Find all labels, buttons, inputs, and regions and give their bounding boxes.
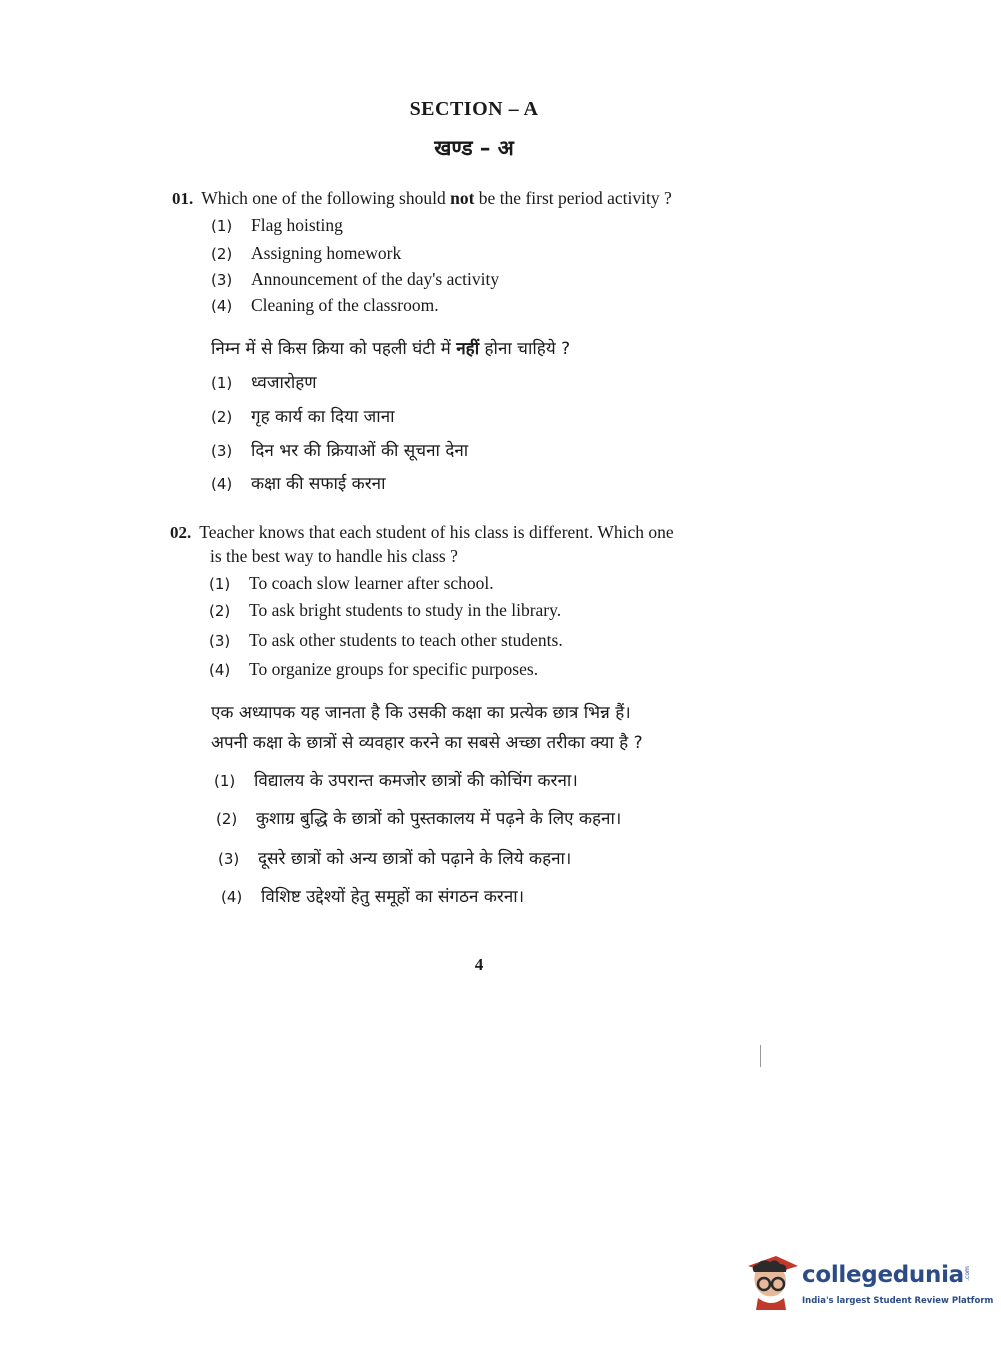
option [209, 630, 563, 651]
option-number: (2) [211, 245, 233, 263]
question-2-hindi: एक अध्यापक यह जानता है कि उसकी कक्षा का प्रत्येक छात्र भिन्न हैं। [211, 703, 631, 723]
option [221, 884, 524, 907]
question-1-english [172, 188, 672, 209]
option [216, 806, 621, 829]
option-number: (2) [211, 408, 233, 426]
option-number: (4) [211, 475, 233, 493]
page-number: 4 [474, 955, 484, 974]
option [211, 215, 343, 236]
option [211, 370, 317, 393]
option-number: (2) [216, 810, 238, 828]
option-number: (1) [211, 374, 233, 392]
option-number: (3) [209, 632, 231, 650]
option-text: To coach slow learner after school. [249, 573, 494, 593]
option [211, 471, 386, 494]
question-number: 02. [170, 523, 192, 542]
brand-tagline: India's largest Student Review Platform [802, 1296, 994, 1306]
option-text: विद्यालय के उपरान्त कमजोर छात्रों की कोचिंग करना। [254, 771, 578, 791]
question-number: 01. [172, 189, 194, 208]
brand-name: collegedunia [802, 1262, 964, 1288]
section-title-hindi: खण्ड – अ [434, 136, 514, 160]
brand-domain: .com [963, 1266, 971, 1281]
option-text: कक्षा की सफाई करना [251, 474, 386, 494]
question-text: be the first period activity ? [474, 188, 672, 208]
option-number: (3) [211, 442, 233, 460]
option-text: Cleaning of the classroom. [251, 295, 439, 315]
option-text: Flag hoisting [251, 215, 343, 235]
option [211, 404, 395, 427]
option [211, 295, 439, 316]
option-text: विशिष्ट उद्देश्यों हेतु समूहों का संगठन करना। [261, 887, 525, 907]
scan-mark [760, 1045, 761, 1067]
mascot-icon [742, 1252, 800, 1310]
option-number: (4) [209, 661, 231, 679]
option-text: कुशाग्र बुद्धि के छात्रों को पुस्तकालय में पढ़ने के लिए कहना। [256, 809, 622, 829]
option-number: (1) [209, 575, 231, 593]
question-2-english [170, 522, 674, 543]
option-number: (3) [211, 271, 233, 289]
option-number: (4) [211, 297, 233, 315]
option [211, 269, 499, 290]
option [211, 438, 468, 461]
option-text: Assigning homework [251, 243, 402, 263]
option-number: (2) [209, 602, 231, 620]
option-text: दिन भर की क्रियाओं की सूचना देना [251, 441, 469, 461]
question-text-emphasis: not [450, 188, 475, 208]
option-number: (1) [214, 772, 236, 790]
section-title-english: SECTION – A [409, 98, 539, 120]
question-text: Teacher knows that each student of his class is different. Which one [199, 522, 674, 542]
option [209, 659, 538, 680]
option [211, 243, 401, 264]
option-text: दूसरे छात्रों को अन्य छात्रों को पढ़ाने के लिये कहना। [258, 849, 572, 869]
option-text: To organize groups for specific purposes. [249, 659, 539, 679]
option [209, 573, 494, 594]
collegedunia-watermark [742, 1252, 994, 1312]
option [214, 768, 578, 791]
option-text: Announcement of the day's activity [251, 269, 500, 289]
option-number: (4) [221, 888, 243, 906]
option-number: (3) [218, 850, 240, 868]
question-1-hindi [211, 336, 570, 359]
option-text: To ask bright students to study in the library. [249, 600, 562, 620]
question-2-english-line2: is the best way to handle his class ? [210, 546, 458, 566]
option-text: ध्वजारोहण [251, 373, 317, 393]
option-text: To ask other students to teach other students. [249, 630, 563, 650]
question-2-hindi-line2: अपनी कक्षा के छात्रों से व्यवहार करने का सबसे अच्छा तरीका क्या है ? [211, 733, 643, 753]
option [209, 600, 561, 621]
question-text: निम्न में से किस क्रिया को पहली घंटी में [211, 339, 457, 359]
option-text: गृह कार्य का दिया जाना [251, 407, 395, 427]
option [218, 846, 571, 869]
question-text-emphasis: नहीं [456, 339, 480, 359]
question-text: Which one of the following should [201, 188, 451, 208]
option-number: (1) [211, 217, 233, 235]
question-text: होना चाहिये ? [479, 339, 571, 359]
